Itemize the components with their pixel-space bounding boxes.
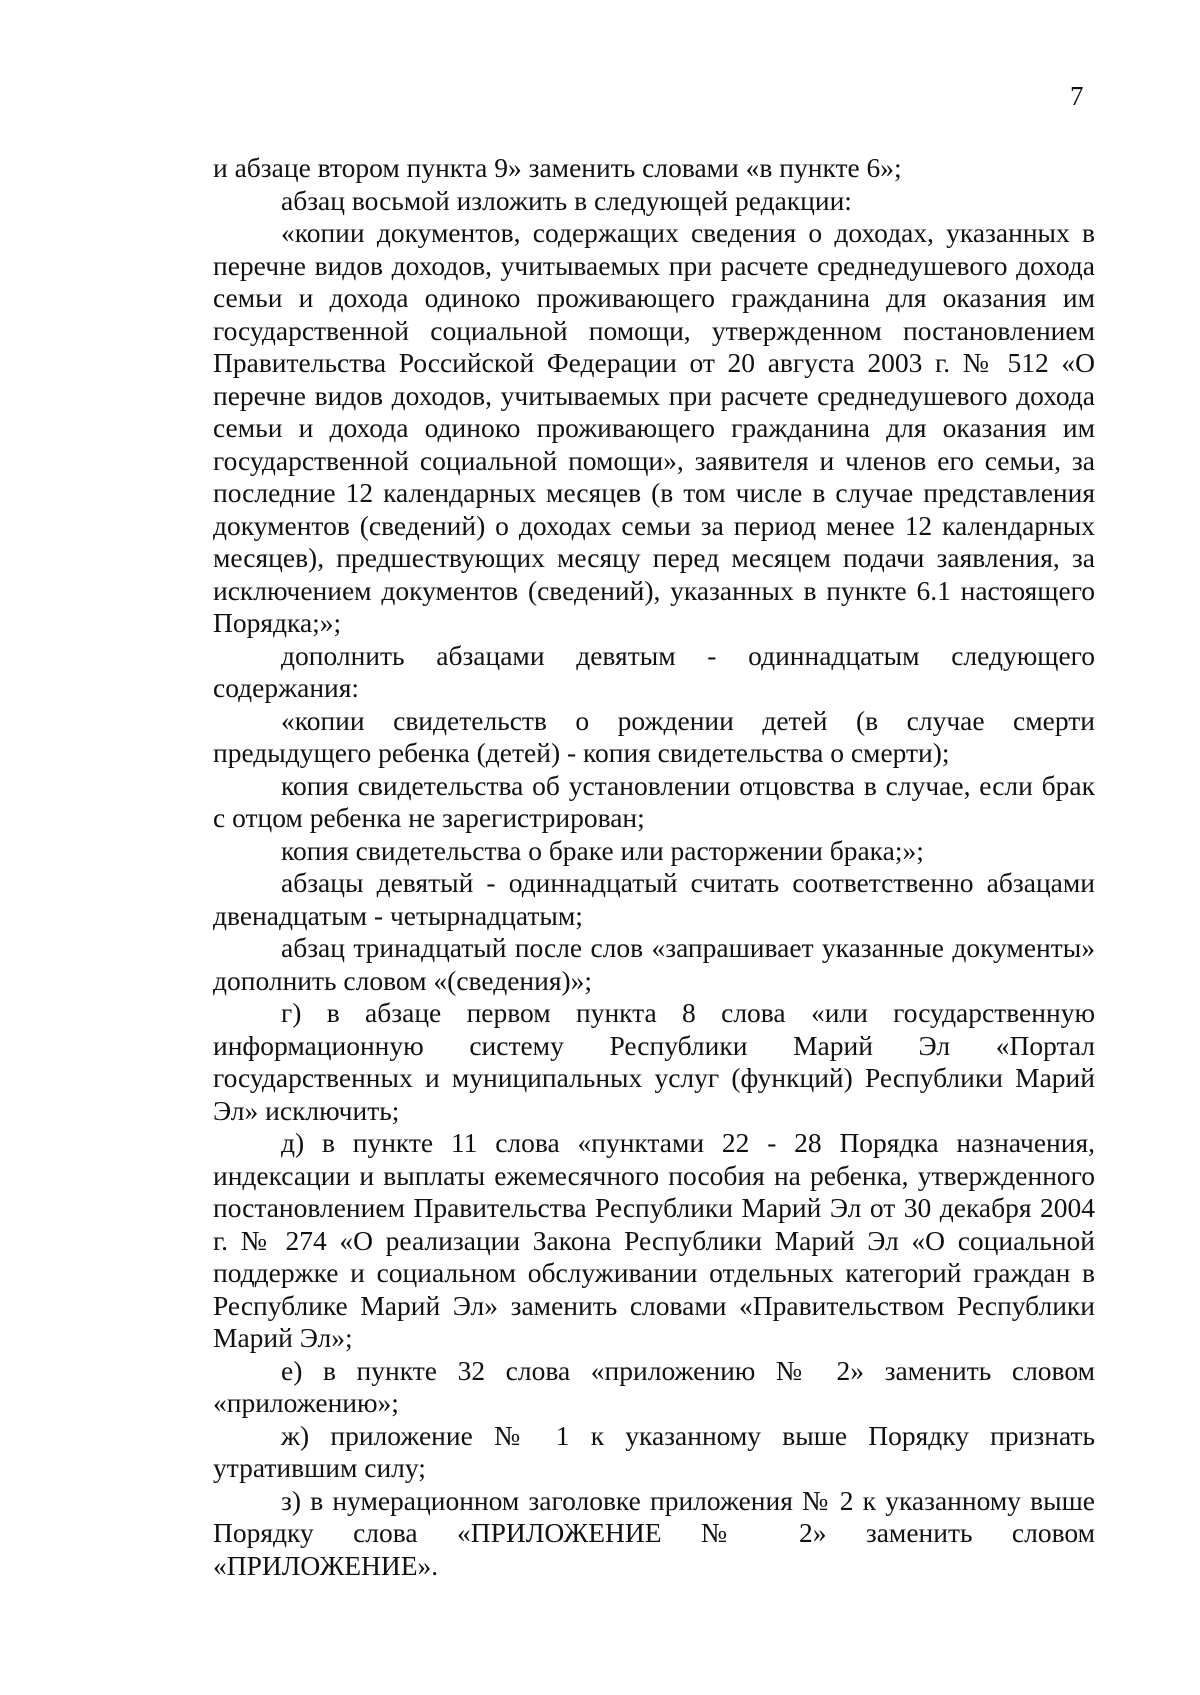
paragraph: абзац восьмой изложить в следующей редакции: bbox=[281, 184, 852, 216]
paragraph-continuation: и абзаце втором пункта 9» заменить словами «в пункте 6»; bbox=[213, 152, 902, 183]
paragraph: г) в абзаце первом пункта 8 слова «или государственную информационную систему Республики Марий Эл «Портал государственных и муниципальных услуг (функций) Республики Марий Эл» исключить; bbox=[213, 997, 1095, 1126]
paragraph: ж) приложение № 1 к указанному выше Порядку признать утратившим силу; bbox=[213, 1419, 1095, 1483]
paragraph: «копии документов, содержащих сведения о доходах, указанных в перечне видов доходов, учитываемых при расчете среднедушевого дохода семьи и дохода одиноко проживающего гражданина для оказания им государственной социальной помощи, утвержденном постановлением Правительства Российской Федерации от 20 августа 2003 г. № 512 «О перечне видов доходов, учитываемых при расчете среднедушевого дохода семьи и дохода одиноко проживающего гражданина для оказания им государственной социальной помощи», заявителя и членов его семьи, за последние 12 календарных месяцев (в том числе в случае представления документов (сведений) о доходах семьи за период менее 12 календарных месяцев), предшествующих месяцу перед месяцем подачи заявления, за исключением документов (сведений), указанных в пункте 6.1 настоящего Порядка;»; bbox=[213, 217, 1095, 638]
page-number: 7 bbox=[1070, 81, 1084, 111]
paragraph: дополнить абзацами девятым - одиннадцатым следующего содержания: bbox=[213, 639, 1095, 703]
document-body bbox=[213, 152, 1095, 1582]
paragraph: абзац тринадцатый после слов «запрашивает указанные документы» дополнить словом «(сведения)»; bbox=[213, 932, 1095, 996]
paragraph: копия свидетельства об установлении отцовства в случае, если брак с отцом ребенка не зарегистрирован; bbox=[213, 769, 1095, 833]
paragraph: е) в пункте 32 слова «приложению № 2» заменить словом «приложению»; bbox=[213, 1354, 1095, 1418]
paragraph: з) в нумерационном заголовке приложения № 2 к указанному выше Порядку слова «ПРИЛОЖЕНИЕ № 2» заменить словом «ПРИЛОЖЕНИЕ». bbox=[213, 1484, 1095, 1581]
paragraph: «копии свидетельств о рождении детей (в случае смерти предыдущего ребенка (детей) - копия свидетельства о смерти); bbox=[213, 704, 1095, 768]
paragraph: д) в пункте 11 слова «пунктами 22 - 28 Порядка назначения, индексации и выплаты ежемесячного пособия на ребенка, утвержденного постановлением Правительства Республики Марий Эл от 30 декабря 2004 г. № 274 «О реализации Закона Республики Марий Эл «О социальной поддержке и социальном обслуживании отдельных категорий граждан в Республике Марий Эл» заменить словами «Правительством Республики Марий Эл»; bbox=[213, 1127, 1095, 1353]
paragraph: копия свидетельства о браке или расторжении брака;»; bbox=[281, 834, 924, 866]
paragraph: абзацы девятый - одиннадцатый считать соответственно абзацами двенадцатым - четырнадцатым; bbox=[213, 867, 1095, 931]
